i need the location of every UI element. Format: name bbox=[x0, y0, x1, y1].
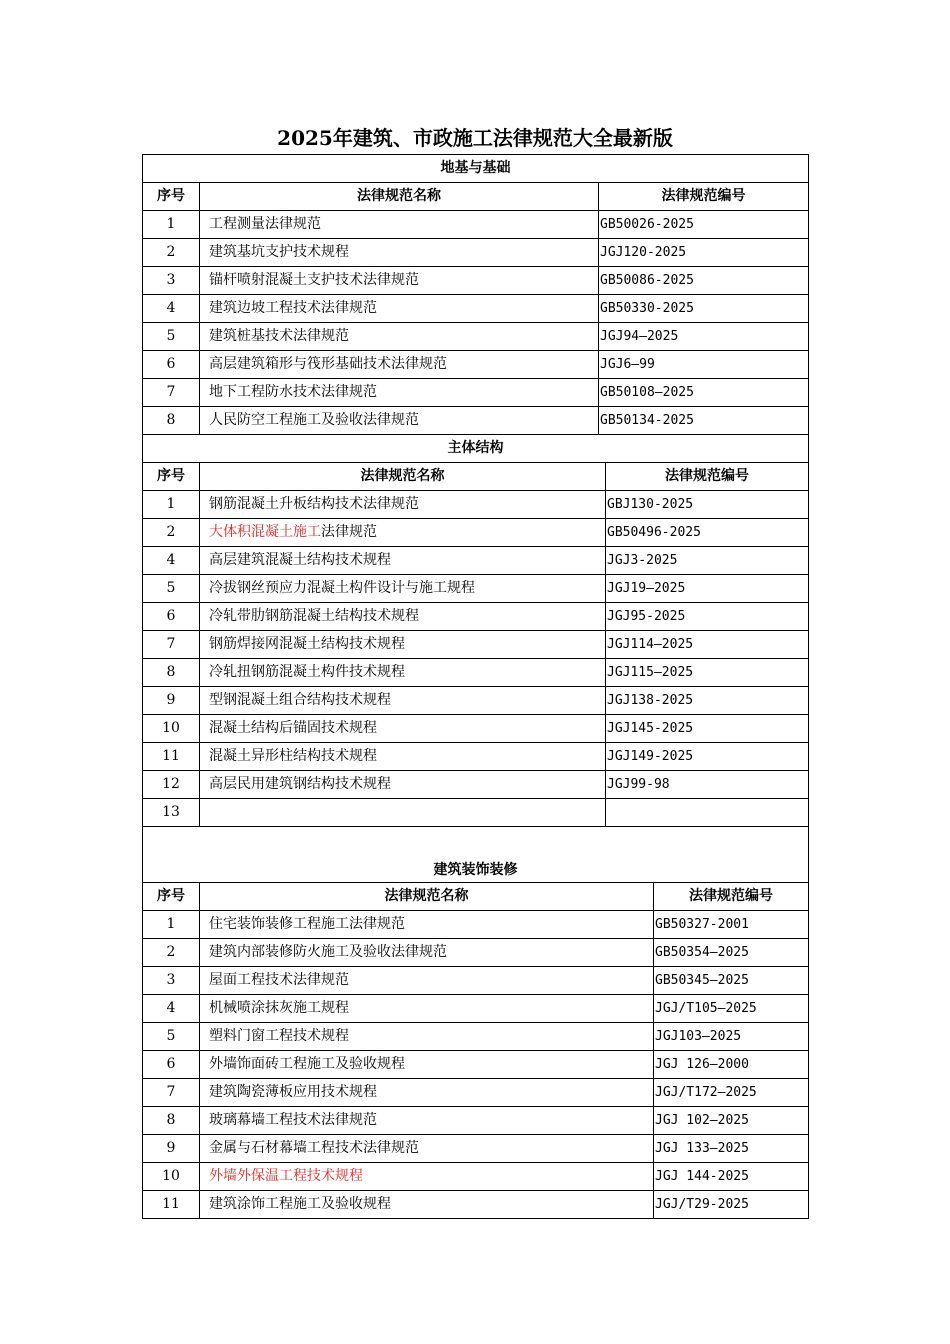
standard-code: JGJ114—2025 bbox=[606, 631, 809, 659]
standard-code: JGJ99-98 bbox=[606, 771, 809, 799]
row-number: 8 bbox=[143, 1107, 200, 1135]
table-row bbox=[143, 491, 809, 519]
column-header-code: 法律规范编号 bbox=[654, 883, 809, 911]
row-number: 8 bbox=[143, 659, 200, 687]
table-row bbox=[143, 1163, 809, 1191]
name-text: 外墙饰面砖工程施工及验收规程 bbox=[209, 1056, 405, 1072]
standard-code: GB50496-2025 bbox=[606, 519, 809, 547]
standard-name bbox=[200, 911, 654, 939]
table-row bbox=[143, 659, 809, 687]
standard-code: JGJ115—2025 bbox=[606, 659, 809, 687]
standard-name bbox=[200, 491, 606, 519]
standard-code bbox=[606, 799, 809, 827]
row-number: 8 bbox=[143, 407, 200, 435]
standard-code: JGJ149-2025 bbox=[606, 743, 809, 771]
highlighted-text: 大体积混凝土施工 bbox=[209, 524, 321, 540]
name-text: 冷轧扭钢筋混凝土构件技术规程 bbox=[209, 664, 405, 680]
standard-code: GB50330-2025 bbox=[599, 295, 809, 323]
row-number: 6 bbox=[143, 1051, 200, 1079]
name-text: 建筑涂饰工程施工及验收规程 bbox=[209, 1196, 391, 1212]
standard-code: JGJ 126—2000 bbox=[654, 1051, 809, 1079]
standard-code: GB50327-2001 bbox=[654, 911, 809, 939]
standard-name bbox=[200, 1051, 654, 1079]
table-row bbox=[143, 323, 809, 351]
row-number: 5 bbox=[143, 575, 200, 603]
standard-name bbox=[200, 1163, 654, 1191]
standards-table-structure bbox=[142, 434, 809, 827]
standard-name bbox=[200, 743, 606, 771]
table-row bbox=[143, 743, 809, 771]
table-row bbox=[143, 1135, 809, 1163]
standard-name bbox=[200, 631, 606, 659]
column-header-code: 法律规范编号 bbox=[599, 183, 809, 211]
row-number: 5 bbox=[143, 1023, 200, 1051]
section-header bbox=[143, 155, 809, 183]
standard-name bbox=[200, 659, 606, 687]
table-row bbox=[143, 631, 809, 659]
page-title: 2025年建筑、市政施工法律规范大全最新版 bbox=[277, 126, 673, 150]
row-number: 10 bbox=[143, 1163, 200, 1191]
standard-code: GB50345—2025 bbox=[654, 967, 809, 995]
table-row bbox=[143, 407, 809, 435]
standard-name bbox=[200, 715, 606, 743]
name-text: 建筑桩基技术法律规范 bbox=[209, 328, 349, 344]
table-row bbox=[143, 995, 809, 1023]
standard-code: GB50134-2025 bbox=[599, 407, 809, 435]
standard-code: JGJ95-2025 bbox=[606, 603, 809, 631]
row-number: 2 bbox=[143, 519, 200, 547]
standards-table-foundation bbox=[142, 154, 809, 435]
table-row bbox=[143, 575, 809, 603]
name-text: 机械喷涂抹灰施工规程 bbox=[209, 1000, 349, 1016]
standard-name bbox=[200, 575, 606, 603]
standard-code: JGJ3-2025 bbox=[606, 547, 809, 575]
row-number: 7 bbox=[143, 1079, 200, 1107]
standard-name bbox=[200, 267, 599, 295]
row-number: 4 bbox=[143, 995, 200, 1023]
standard-code: JGJ94—2025 bbox=[599, 323, 809, 351]
standard-code: JGJ 102—2025 bbox=[654, 1107, 809, 1135]
section-title: 主体结构 bbox=[143, 435, 809, 463]
name-text: 住宅装饰装修工程施工法律规范 bbox=[209, 916, 405, 932]
table-row bbox=[143, 967, 809, 995]
standard-code: GB50108—2025 bbox=[599, 379, 809, 407]
standard-name bbox=[200, 995, 654, 1023]
row-number: 3 bbox=[143, 267, 200, 295]
standard-code: GB50086-2025 bbox=[599, 267, 809, 295]
table-row bbox=[143, 939, 809, 967]
name-text: 冷轧带肋钢筋混凝土结构技术规程 bbox=[209, 608, 419, 624]
row-number: 1 bbox=[143, 211, 200, 239]
name-text: 建筑基坑支护技术规程 bbox=[209, 244, 349, 260]
row-number: 12 bbox=[143, 771, 200, 799]
standards-table-decoration bbox=[142, 826, 809, 1219]
standard-code: JGJ/T172—2025 bbox=[654, 1079, 809, 1107]
column-header-row bbox=[143, 463, 809, 491]
standard-name bbox=[200, 407, 599, 435]
standard-name bbox=[200, 771, 606, 799]
row-number: 7 bbox=[143, 379, 200, 407]
row-number: 11 bbox=[143, 1191, 200, 1219]
section-header bbox=[143, 827, 809, 883]
table-row bbox=[143, 1051, 809, 1079]
standard-code: GB50026-2025 bbox=[599, 211, 809, 239]
section-title: 地基与基础 bbox=[143, 155, 809, 183]
standard-name bbox=[200, 1135, 654, 1163]
standard-code: JGJ138-2025 bbox=[606, 687, 809, 715]
row-number: 4 bbox=[143, 295, 200, 323]
standard-name bbox=[200, 211, 599, 239]
column-header-no: 序号 bbox=[143, 183, 200, 211]
table-row bbox=[143, 351, 809, 379]
standard-name bbox=[200, 295, 599, 323]
standard-code: JGJ/T105—2025 bbox=[654, 995, 809, 1023]
table-row bbox=[143, 211, 809, 239]
highlighted-text: 外墙外保温工程技术规程 bbox=[209, 1168, 363, 1184]
table-row bbox=[143, 379, 809, 407]
standard-name bbox=[200, 799, 606, 827]
name-text: 型钢混凝土组合结构技术规程 bbox=[209, 692, 391, 708]
name-text: 塑料门窗工程技术规程 bbox=[209, 1028, 349, 1044]
name-text: 高层建筑混凝土结构技术规程 bbox=[209, 552, 391, 568]
standard-name bbox=[200, 379, 599, 407]
table-row bbox=[143, 295, 809, 323]
standard-name bbox=[200, 519, 606, 547]
standard-code: JGJ19—2025 bbox=[606, 575, 809, 603]
name-text: 混凝土结构后锚固技术规程 bbox=[209, 720, 377, 736]
name-text: 建筑内部装修防火施工及验收法律规范 bbox=[209, 944, 447, 960]
standard-code: GBJ130-2025 bbox=[606, 491, 809, 519]
name-text: 金属与石材幕墙工程技术法律规范 bbox=[209, 1140, 419, 1156]
table-row bbox=[143, 715, 809, 743]
name-text: 屋面工程技术法律规范 bbox=[209, 972, 349, 988]
standard-code: GB50354—2025 bbox=[654, 939, 809, 967]
table-row bbox=[143, 687, 809, 715]
standard-code: JGJ 133—2025 bbox=[654, 1135, 809, 1163]
standard-name bbox=[200, 323, 599, 351]
column-header-row bbox=[143, 883, 809, 911]
column-header-no: 序号 bbox=[143, 463, 200, 491]
row-number: 1 bbox=[143, 491, 200, 519]
table-row bbox=[143, 911, 809, 939]
column-header-code: 法律规范编号 bbox=[606, 463, 809, 491]
name-text: 冷拔钢丝预应力混凝土构件设计与施工规程 bbox=[209, 580, 475, 596]
standard-code: JGJ6—99 bbox=[599, 351, 809, 379]
standard-name bbox=[200, 1023, 654, 1051]
standard-name bbox=[200, 351, 599, 379]
table-row bbox=[143, 267, 809, 295]
row-number: 10 bbox=[143, 715, 200, 743]
name-text: 钢筋混凝土升板结构技术法律规范 bbox=[209, 496, 419, 512]
name-text: 建筑边坡工程技术法律规范 bbox=[209, 300, 377, 316]
standard-name bbox=[200, 239, 599, 267]
standard-code: JGJ/T29-2025 bbox=[654, 1191, 809, 1219]
column-header-no: 序号 bbox=[143, 883, 200, 911]
name-text: 锚杆喷射混凝土支护技术法律规范 bbox=[209, 272, 419, 288]
table-row bbox=[143, 239, 809, 267]
table-row bbox=[143, 1107, 809, 1135]
row-number: 7 bbox=[143, 631, 200, 659]
row-number: 3 bbox=[143, 967, 200, 995]
row-number: 11 bbox=[143, 743, 200, 771]
table-row bbox=[143, 1023, 809, 1051]
column-header-row bbox=[143, 183, 809, 211]
column-header-name: 法律规范名称 bbox=[200, 883, 654, 911]
standard-code: JGJ103—2025 bbox=[654, 1023, 809, 1051]
standard-name bbox=[200, 1191, 654, 1219]
name-text: 建筑陶瓷薄板应用技术规程 bbox=[209, 1084, 377, 1100]
row-number: 1 bbox=[143, 911, 200, 939]
table-row bbox=[143, 771, 809, 799]
name-text: 玻璃幕墙工程技术法律规范 bbox=[209, 1112, 377, 1128]
table-row bbox=[143, 1079, 809, 1107]
row-number: 9 bbox=[143, 1135, 200, 1163]
name-text: 高层民用建筑钢结构技术规程 bbox=[209, 776, 391, 792]
row-number: 2 bbox=[143, 239, 200, 267]
standard-code: JGJ145-2025 bbox=[606, 715, 809, 743]
row-number: 6 bbox=[143, 603, 200, 631]
name-text: 工程测量法律规范 bbox=[209, 216, 321, 232]
row-number: 2 bbox=[143, 939, 200, 967]
name-text: 钢筋焊接网混凝土结构技术规程 bbox=[209, 636, 405, 652]
name-text: 高层建筑箱形与筏形基础技术法律规范 bbox=[209, 356, 447, 372]
row-number: 4 bbox=[143, 547, 200, 575]
row-number: 9 bbox=[143, 687, 200, 715]
standard-name bbox=[200, 1107, 654, 1135]
name-text: 混凝土异形柱结构技术规程 bbox=[209, 748, 377, 764]
table-row bbox=[143, 603, 809, 631]
table-row bbox=[143, 519, 809, 547]
standard-name bbox=[200, 1079, 654, 1107]
column-header-name: 法律规范名称 bbox=[200, 463, 606, 491]
standard-code: JGJ 144-2025 bbox=[654, 1163, 809, 1191]
name-text: 法律规范 bbox=[321, 524, 377, 540]
row-number: 6 bbox=[143, 351, 200, 379]
standard-name bbox=[200, 939, 654, 967]
standard-name bbox=[200, 603, 606, 631]
row-number: 13 bbox=[143, 799, 200, 827]
standard-code: JGJ120-2025 bbox=[599, 239, 809, 267]
table-row bbox=[143, 547, 809, 575]
standard-name bbox=[200, 547, 606, 575]
column-header-name: 法律规范名称 bbox=[200, 183, 599, 211]
standard-name bbox=[200, 967, 654, 995]
section-header bbox=[143, 435, 809, 463]
table-row bbox=[143, 1191, 809, 1219]
standards-sheet bbox=[142, 154, 808, 1219]
name-text: 地下工程防水技术法律规范 bbox=[209, 384, 377, 400]
row-number: 5 bbox=[143, 323, 200, 351]
section-title: 建筑装饰装修 bbox=[143, 827, 809, 883]
table-row bbox=[143, 799, 809, 827]
name-text: 人民防空工程施工及验收法律规范 bbox=[209, 412, 419, 428]
standard-name bbox=[200, 687, 606, 715]
